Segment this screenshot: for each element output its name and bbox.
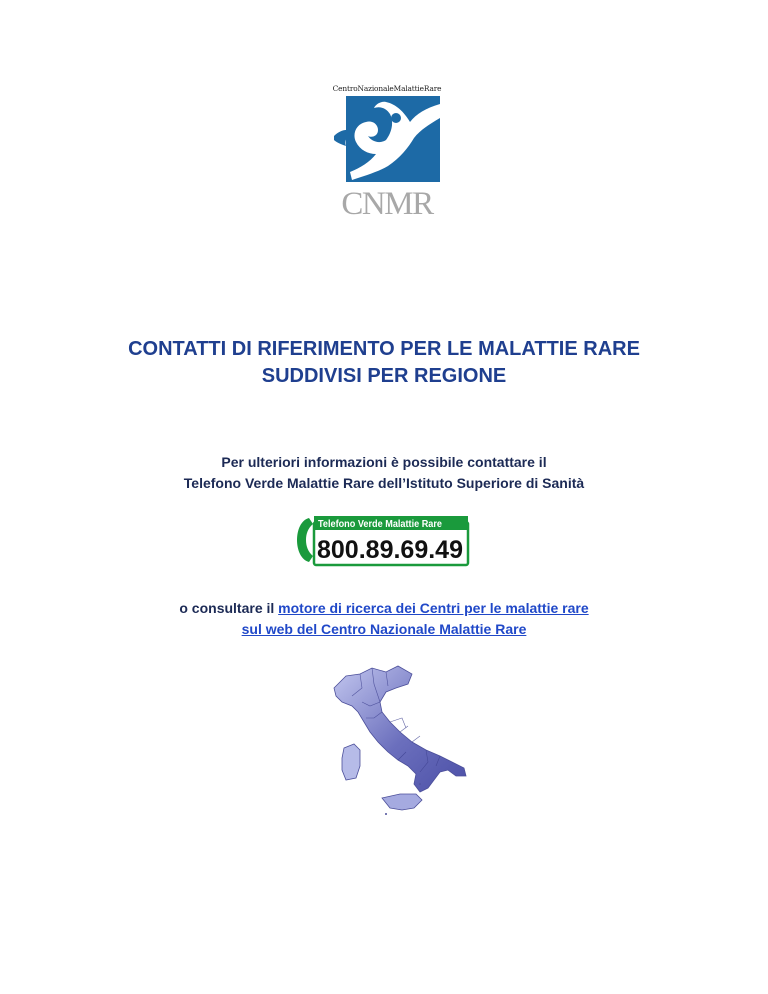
intro-line-1: Per ulteriori informazioni è possibile contattare il	[221, 454, 547, 470]
toll-free-phone-badge	[295, 512, 473, 568]
title-line-2: SUDDIVISI PER REGIONE	[261, 365, 507, 387]
search-engine-link[interactable]: motore di ricerca dei Centri per le malattie rare	[278, 600, 589, 616]
phone-badge-label: Telefono Verde Malattie Rare	[318, 519, 443, 530]
cnmr-web-link[interactable]: sul web del Centro Nazionale Malattie Rare	[241, 621, 527, 637]
phone-number: 800.89.69.49	[317, 536, 463, 564]
logo-acronym: CNMR	[341, 186, 433, 222]
phone-badge-graphic	[295, 512, 473, 568]
cnmr-logo-mark-icon	[334, 96, 440, 182]
sicily	[382, 794, 422, 810]
page-title	[60, 336, 708, 390]
intro-text	[60, 452, 708, 494]
consult-line-1	[40, 598, 728, 619]
italy-regions-map-icon	[316, 662, 484, 818]
consult-line-2	[40, 619, 728, 640]
phone-handset-icon	[297, 518, 313, 562]
consult-text	[40, 598, 728, 640]
sardinia	[342, 744, 360, 780]
consult-prefix: o consultare il	[179, 600, 279, 616]
cnmr-logo	[328, 84, 446, 236]
intro-line-2: Telefono Verde Malattie Rare dell’Istituto Superiore di Sanità	[183, 475, 585, 491]
logo-caption: CentroNazionaleMalattieRare	[332, 84, 442, 93]
title-line-1: CONTATTI DI RIFERIMENTO PER LE MALATTIE RARE	[128, 338, 640, 360]
